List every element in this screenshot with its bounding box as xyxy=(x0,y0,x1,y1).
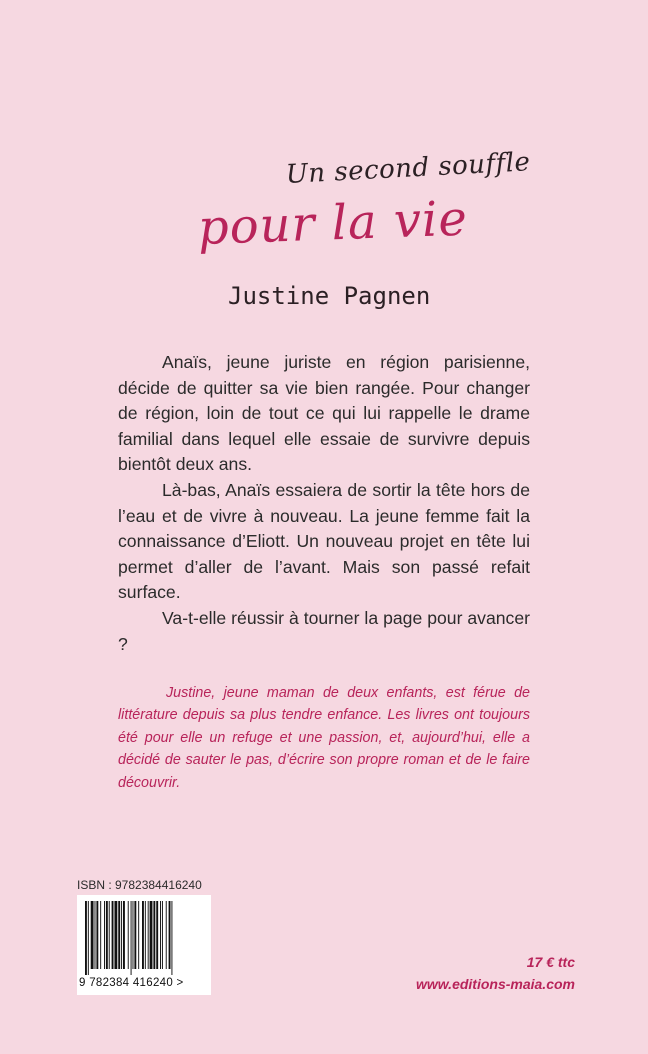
synopsis-paragraph: Anaïs, jeune juriste en région parisienne, décide de quitter sa vie bien rangée. Pour changer de région, loin de tout ce qui lui rappelle le drame familial dans lequel elle essaie de survivre depuis bientôt deux ans. xyxy=(118,352,530,475)
synopsis xyxy=(118,350,530,657)
barcode-digits: 9 782384 416240 > xyxy=(79,977,184,989)
barcode-bars xyxy=(83,901,205,975)
synopsis-paragraph: Là-bas, Anaïs essaiera de sortir la tête hors de l’eau et de vivre à nouveau. La jeune femme fait la connaissance d’Eliott. Un nouveau projet en tête lui permet d’aller de l’avant. Mais son passé refait surface. xyxy=(118,479,530,603)
author-bio: Justine, jeune maman de deux enfants, est férue de littérature depuis sa plus tendre enfance. Les livres ont toujours été pour elle un refuge et une passion, et, aujourd’hui, elle a décidé de sauter le pas, d’écrire son propre roman et de le faire découvrir. xyxy=(118,685,530,791)
price: 17 € ttc xyxy=(526,954,575,970)
publisher-website: www.editions-maia.com xyxy=(416,976,575,992)
author-name: Justine Pagnen xyxy=(228,282,431,310)
barcode xyxy=(77,895,211,995)
title-line-2: pour la vie xyxy=(197,190,469,256)
synopsis-paragraph: Va-t-elle réussir à tourner la page pour avancer ? xyxy=(118,607,530,654)
title-line-1: Un second souffle xyxy=(285,147,532,190)
isbn-label: ISBN : 9782384416240 xyxy=(77,878,202,892)
